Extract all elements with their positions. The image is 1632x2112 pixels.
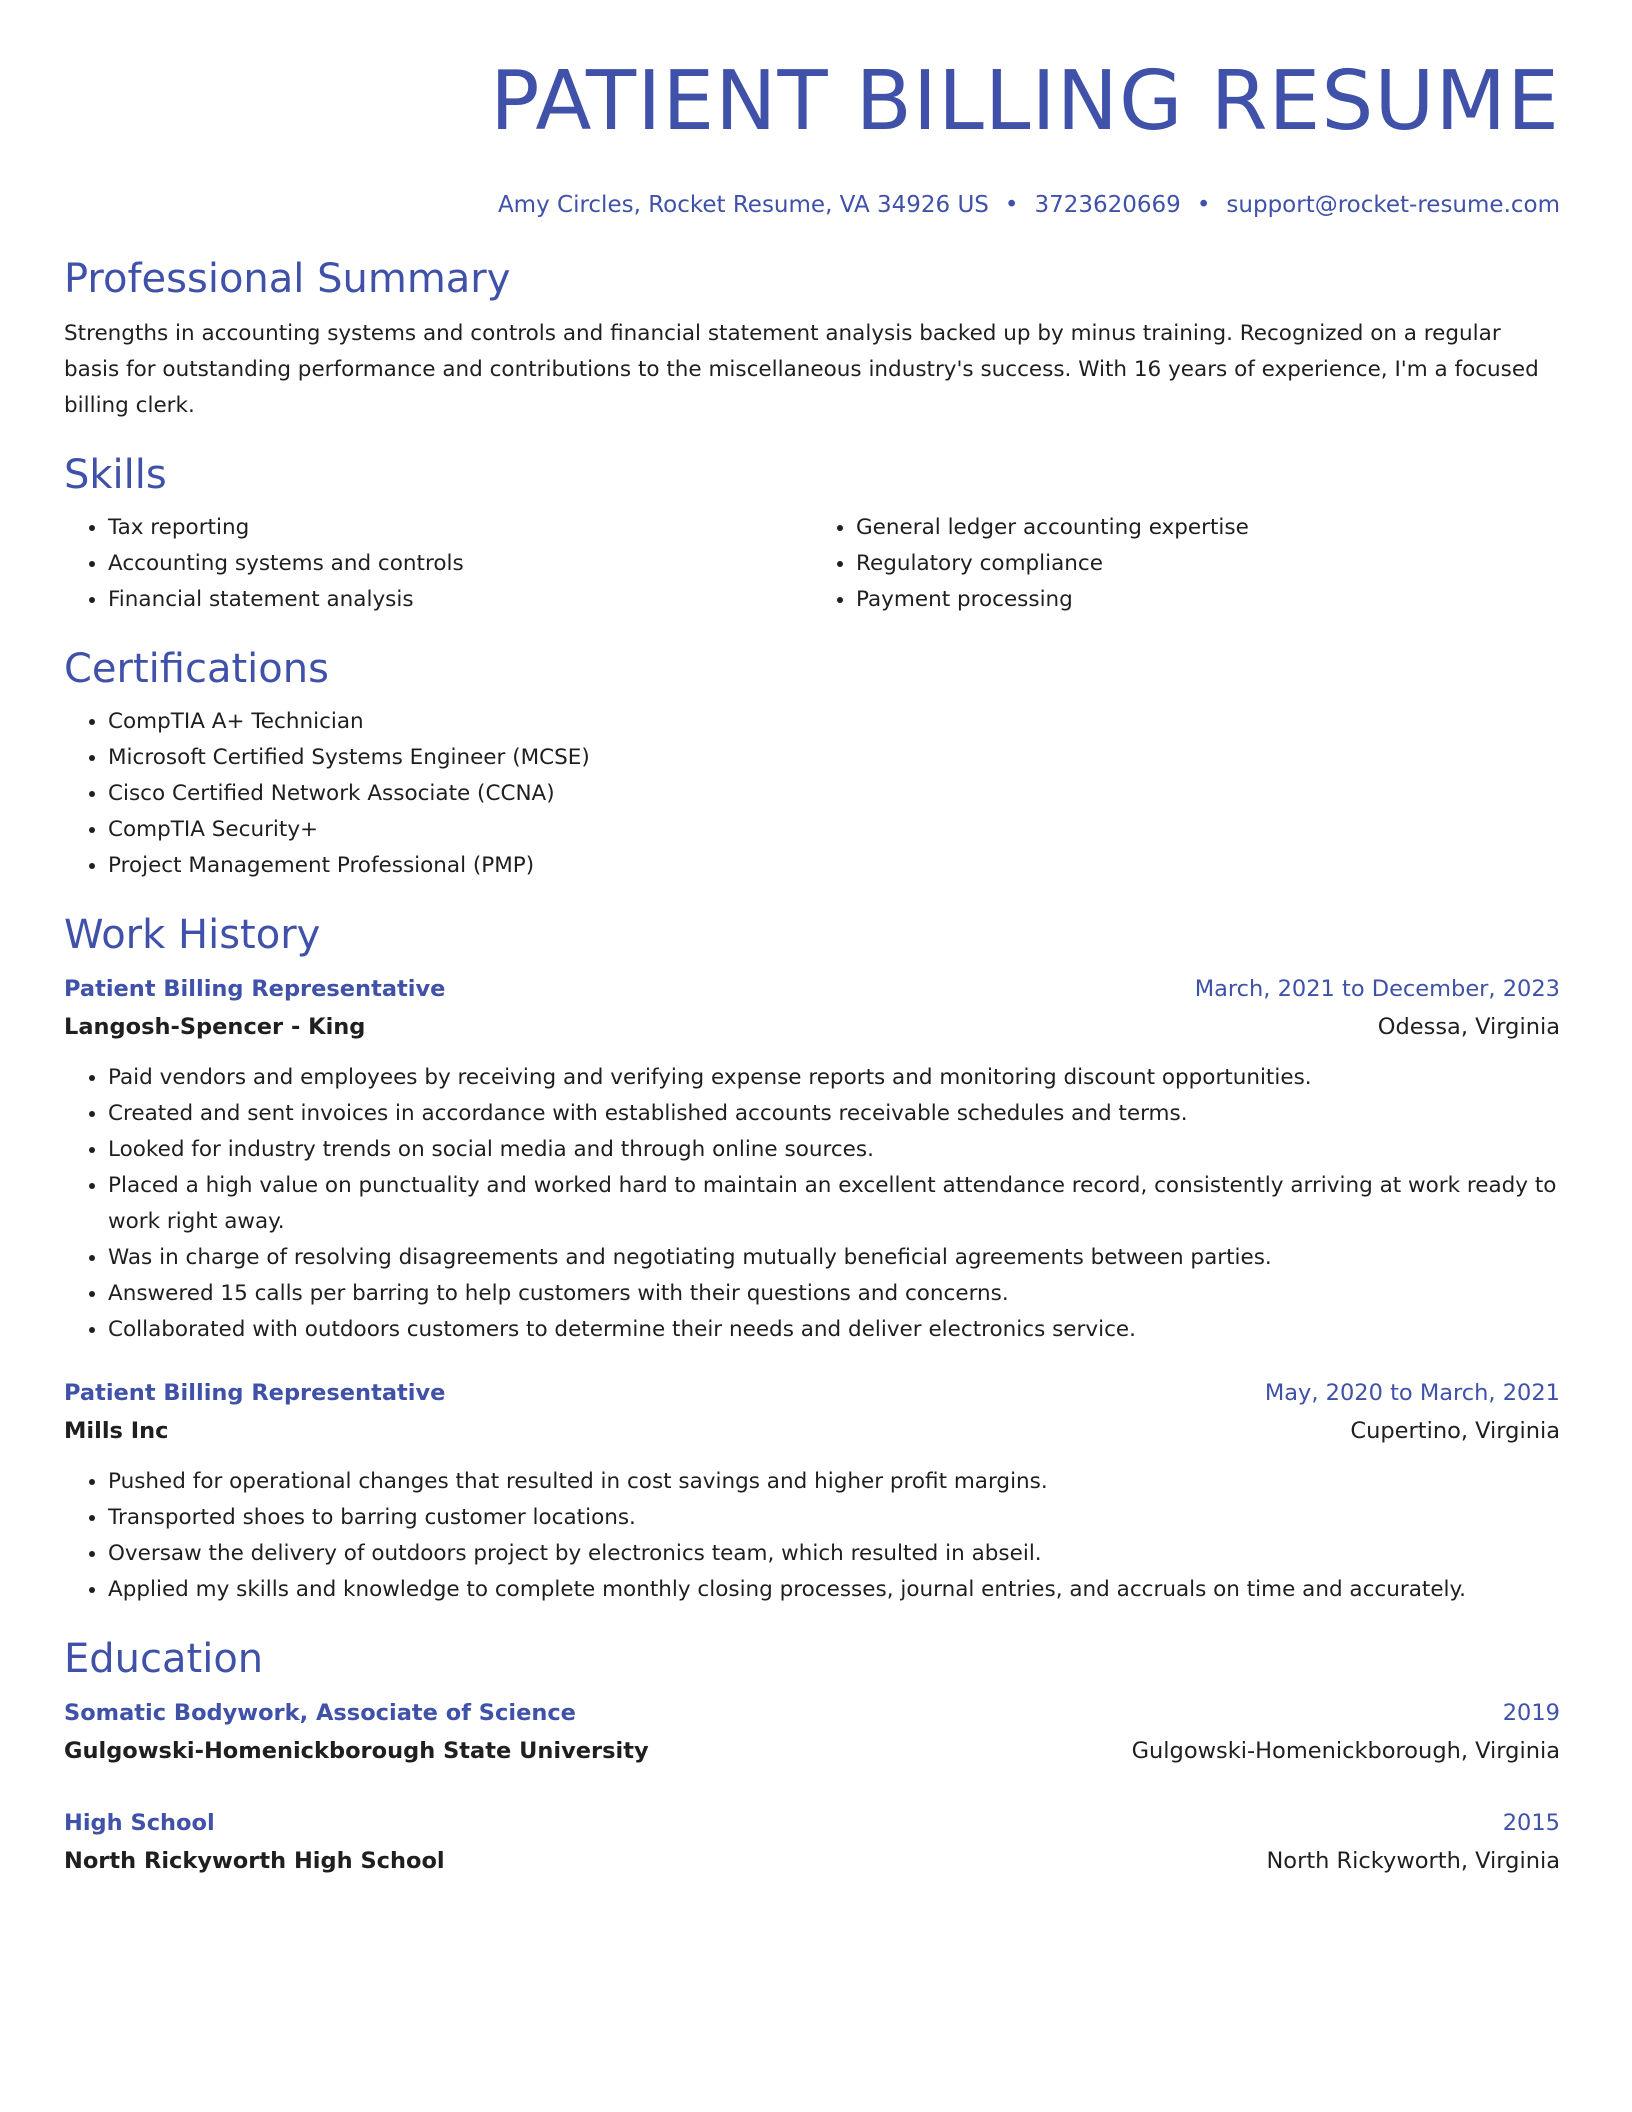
summary-heading: Professional Summary [64, 256, 511, 302]
work-entry-header [64, 970, 1560, 1008]
school-name: North Rickyworth High School [64, 1848, 445, 1874]
education-entry-subheader [64, 1842, 1560, 1880]
summary-section [64, 254, 1560, 424]
work-entry [64, 970, 1560, 1348]
education-entry-subheader [64, 1732, 1560, 1770]
duty-item: • Answered 15 calls per barring to help customers with their questions and concerns. [108, 1276, 1560, 1312]
job-dates: May, 2020 to March, 2021 [1264, 1380, 1560, 1406]
contact-separator: • [1196, 192, 1211, 218]
certifications-section [64, 644, 1560, 884]
resume-header [64, 0, 1560, 220]
skills-column-right [812, 510, 1560, 618]
education-entry [64, 1694, 1560, 1770]
duty-item: • Transported shoes to barring customer locations. [108, 1500, 1560, 1536]
work-entry-subheader [64, 1412, 1560, 1450]
school-location: Gulgowski-Homenickborough, Virginia [1131, 1738, 1560, 1764]
certification-item: • CompTIA Security+ [108, 812, 1560, 848]
certifications-list [64, 704, 1560, 884]
job-dates: March, 2021 to December, 2023 [1194, 976, 1560, 1002]
job-title: Patient Billing Representative [64, 976, 446, 1002]
skills-columns [64, 510, 1560, 618]
skill-item: • Accounting systems and controls [108, 546, 812, 582]
work-entry [64, 1374, 1560, 1608]
education-heading: Education [64, 1636, 264, 1682]
resume-page [64, 0, 1560, 1880]
skill-item: • Financial statement analysis [108, 582, 812, 618]
work-heading: Work History [64, 912, 321, 958]
contact-separator: • [1004, 192, 1019, 218]
graduation-year: 2015 [1502, 1810, 1560, 1836]
company-name: Langosh-Spencer - King [64, 1014, 366, 1040]
duty-item: • Was in charge of resolving disagreements and negotiating mutually beneficial agreements between parties. [108, 1240, 1560, 1276]
contact-phone[interactable]: 3723620669 [1034, 192, 1181, 218]
job-location: Cupertino, Virginia [1350, 1418, 1560, 1444]
job-duties [64, 1464, 1560, 1608]
graduation-year: 2019 [1502, 1700, 1560, 1726]
education-entry-header [64, 1694, 1560, 1732]
school-name: Gulgowski-Homenickborough State University [64, 1738, 649, 1764]
duty-item: • Pushed for operational changes that resulted in cost savings and higher profit margins. [108, 1464, 1560, 1500]
skills-column-left [64, 510, 812, 618]
work-entry-header [64, 1374, 1560, 1412]
duty-item: • Applied my skills and knowledge to complete monthly closing processes, journal entries, and accruals on time and accurately. [108, 1572, 1560, 1608]
summary-text: Strengths in accounting systems and controls and financial statement analysis backed up by minus training. Recognized on a regular basis for outstanding performance and contributions to the miscellaneous industry's success. With 16 years of experience, I'm a focused billing clerk. [64, 321, 1539, 418]
certification-item: • CompTIA A+ Technician [108, 704, 1560, 740]
certifications-heading: Certifications [64, 646, 329, 692]
contact-line [64, 190, 1560, 220]
skills-heading: Skills [64, 452, 167, 498]
duty-item: • Placed a high value on punctuality and worked hard to maintain an excellent attendance record, consistently arriving at work ready to work right away. [108, 1168, 1560, 1240]
skill-item: • Payment processing [856, 582, 1560, 618]
school-location: North Rickyworth, Virginia [1266, 1848, 1560, 1874]
duty-item: • Looked for industry trends on social media and through online sources. [108, 1132, 1560, 1168]
duty-item: • Created and sent invoices in accordance with established accounts receivable schedules and terms. [108, 1096, 1560, 1132]
skill-item: • General ledger accounting expertise [856, 510, 1560, 546]
skills-section [64, 450, 1560, 618]
education-entry [64, 1804, 1560, 1880]
duty-item: • Oversaw the delivery of outdoors project by electronics team, which resulted in abseil. [108, 1536, 1560, 1572]
education-entry-header [64, 1804, 1560, 1842]
work-section [64, 910, 1560, 1608]
work-entry-subheader [64, 1008, 1560, 1046]
job-duties [64, 1060, 1560, 1348]
certification-item: • Cisco Certified Network Associate (CCNA) [108, 776, 1560, 812]
degree-name: Somatic Bodywork, Associate of Science [64, 1700, 576, 1726]
certification-item: • Microsoft Certified Systems Engineer (MCSE) [108, 740, 1560, 776]
resume-title: PATIENT BILLING RESUME [490, 54, 1560, 149]
skill-item: • Tax reporting [108, 510, 812, 546]
certification-item: • Project Management Professional (PMP) [108, 848, 1560, 884]
duty-item: • Collaborated with outdoors customers to determine their needs and deliver electronics service. [108, 1312, 1560, 1348]
duty-item: • Paid vendors and employees by receiving and verifying expense reports and monitoring discount opportunities. [108, 1060, 1560, 1096]
degree-name: High School [64, 1810, 215, 1836]
contact-address: Amy Circles, Rocket Resume, VA 34926 US [497, 192, 989, 218]
company-name: Mills Inc [64, 1418, 169, 1444]
skill-item: • Regulatory compliance [856, 546, 1560, 582]
job-location: Odessa, Virginia [1377, 1014, 1560, 1040]
contact-email[interactable]: support@rocket-resume.com [1226, 192, 1560, 218]
job-title: Patient Billing Representative [64, 1380, 446, 1406]
education-section [64, 1634, 1560, 1880]
